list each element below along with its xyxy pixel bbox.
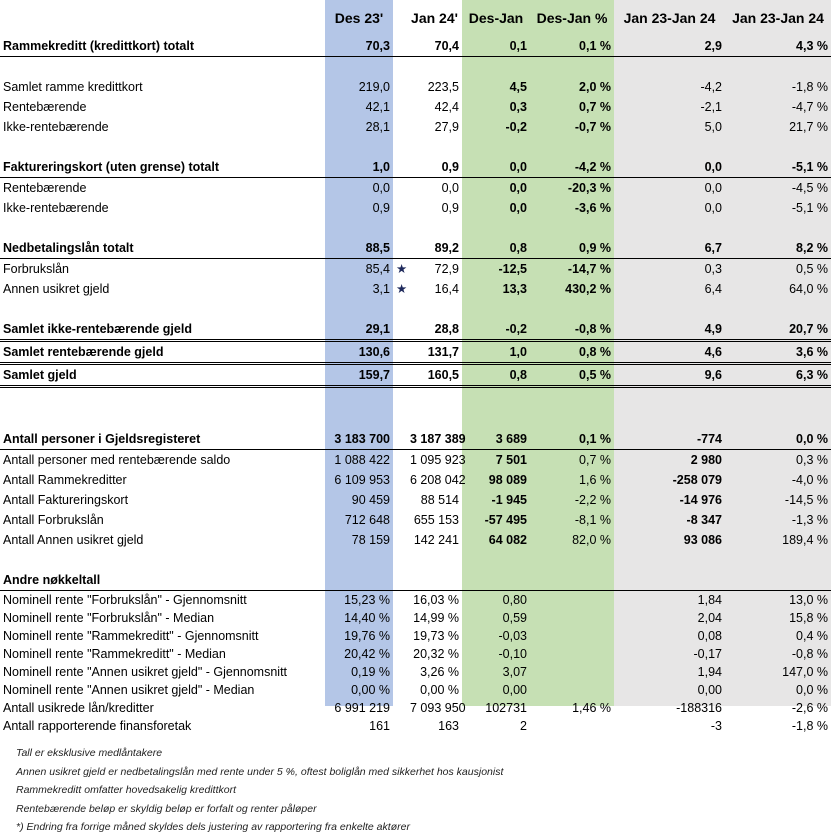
value-des-jan: 1,0 <box>462 341 530 364</box>
row-label: Samlet ramme kredittkort <box>3 79 143 94</box>
star-marker <box>393 490 407 510</box>
value-des23: 19,76 % <box>344 629 390 643</box>
value-jan24: 72,9 <box>434 261 459 276</box>
value-des-jan: 0,3 <box>509 99 527 114</box>
row-forbrukslan <box>0 259 831 280</box>
spacer-row <box>0 137 831 157</box>
row-label: Antall Forbrukslån <box>3 512 104 527</box>
value-des-jan-pct: -4,2 % <box>530 157 614 178</box>
value-jan23-jan24: -14 976 <box>679 492 722 507</box>
value-jan24: 28,8 <box>407 319 462 341</box>
row-rammekreditt-total <box>0 36 831 57</box>
row-label: Ikke-rentebærende <box>3 119 109 134</box>
star-marker <box>393 341 407 364</box>
value-jan23-jan24: -774 <box>614 429 725 450</box>
section-andre-nokkeltall <box>0 570 831 591</box>
value-des23: 161 <box>369 719 390 733</box>
value-jan24: 3 187 389 <box>407 429 462 450</box>
value-jan23-jan24-pct: 0,3 % <box>796 452 828 467</box>
value-jan23-jan24-pct: 8,2 % <box>725 238 831 259</box>
value-jan23-jan24: 0,0 <box>614 157 725 178</box>
row-label: Antall Annen usikret gjeld <box>3 532 144 547</box>
footnote: Annen usikret gjeld er nedbetalingslån med rente under 5 %, oftest boliglån med sikkerhet hos kausjonist <box>16 765 504 778</box>
value-jan23-jan24: 0,0 <box>704 200 722 215</box>
value-jan24: 0,9 <box>407 157 462 178</box>
row-rente-rammekreditt-snitt <box>0 627 831 645</box>
value-jan24: 6 208 042 <box>410 472 466 487</box>
value-jan23-jan24: 1,94 <box>697 665 722 679</box>
row-antall-usikrede-lan <box>0 699 831 717</box>
value-jan23-jan24-pct: -4,5 % <box>791 180 828 195</box>
value-jan23-jan24-pct: -0,8 % <box>791 647 828 661</box>
value-des23: 130,6 <box>325 341 393 364</box>
row-ikke-rentebaerende-ramme <box>0 117 831 137</box>
row-label: Antall personer med rentebærende saldo <box>3 452 231 467</box>
value-des23: 0,9 <box>372 200 390 215</box>
row-label: Rentebærende <box>3 180 87 195</box>
row-samlet-ramme <box>0 77 831 97</box>
star-marker: ★ <box>396 281 408 296</box>
value-des-jan-pct: 0,7 % <box>579 452 611 467</box>
value-jan24: 1 095 923 <box>410 452 466 467</box>
star-marker <box>393 157 407 178</box>
row-label: Annen usikret gjeld <box>3 281 110 296</box>
value-des-jan: 0,0 <box>509 200 527 215</box>
star-marker <box>393 627 407 645</box>
value-jan23-jan24: 0,08 <box>697 629 722 643</box>
value-jan23-jan24: 4,9 <box>614 319 725 341</box>
value-des-jan: 0,00 <box>502 683 527 697</box>
header-jan23-jan24-pct: Jan 23-Jan 24 <box>732 9 824 26</box>
value-des-jan: -1 945 <box>491 492 527 507</box>
row-rentebaerende-faktura <box>0 178 831 199</box>
row-samlet-ikke-rentebaerende <box>0 319 831 341</box>
value-des23: 3 183 700 <box>325 429 393 450</box>
spacer-row <box>0 57 831 78</box>
star-marker <box>393 364 407 387</box>
star-marker <box>393 645 407 663</box>
value-jan24: 42,4 <box>434 99 459 114</box>
value-jan23-jan24: -2,1 <box>700 99 722 114</box>
value-jan23-jan24-pct: -5,1 % <box>725 157 831 178</box>
value-jan24: 70,4 <box>407 36 462 57</box>
value-jan23-jan24-pct: 0,0 % <box>796 683 828 697</box>
row-rente-forbrukslan-snitt <box>0 591 831 610</box>
value-jan23-jan24: 1,84 <box>697 593 722 607</box>
value-des23: 1 088 422 <box>334 452 390 467</box>
row-label: Forbrukslån <box>3 261 69 276</box>
value-des23: 85,4 <box>365 261 390 276</box>
star-marker <box>393 699 407 717</box>
value-jan23-jan24: -188316 <box>676 701 722 715</box>
value-jan24: 16,03 % <box>413 593 459 607</box>
value-des-jan: -0,2 <box>505 119 527 134</box>
star-marker <box>393 591 407 610</box>
value-des23: 42,1 <box>365 99 390 114</box>
value-des-jan: 2 <box>520 719 527 733</box>
value-des-jan-pct: -2,2 % <box>574 492 611 507</box>
row-label: Nominell rente "Forbrukslån" - Gjennomsnitt <box>3 593 247 607</box>
header-jan24: Jan 24' <box>411 9 458 26</box>
value-des23: 70,3 <box>325 36 393 57</box>
value-des23: 20,42 % <box>344 647 390 661</box>
star-marker <box>393 117 407 137</box>
star-marker <box>393 198 407 218</box>
value-des23: 712 648 <box>344 512 390 527</box>
value-des-jan-pct: 0,7 % <box>579 99 611 114</box>
value-des23: 159,7 <box>325 364 393 387</box>
row-label: Nominell rente "Rammekreditt" - Gjennomsnitt <box>3 629 259 643</box>
value-des23: 28,1 <box>365 119 390 134</box>
header-des23: Des 23' <box>334 9 384 26</box>
value-des-jan-pct <box>530 663 614 681</box>
value-jan23-jan24: 0,0 <box>704 180 722 195</box>
value-jan23-jan24: 6,7 <box>614 238 725 259</box>
row-label: Nominell rente "Annen usikret gjeld" - Gjennomsnitt <box>3 665 288 679</box>
value-jan23-jan24-pct: 147,0 % <box>782 665 828 679</box>
value-des-jan: 102731 <box>485 701 527 715</box>
header-des-jan: Des-Jan <box>468 9 524 26</box>
value-des-jan: -57 495 <box>484 512 527 527</box>
value-des23: 15,23 % <box>344 593 390 607</box>
value-des-jan-pct: 1,46 % <box>572 701 611 715</box>
value-des23: 3,1 <box>372 281 390 296</box>
value-jan23-jan24-pct: 20,7 % <box>725 319 831 341</box>
value-jan24: 160,5 <box>407 364 462 387</box>
row-rente-rammekreditt-median <box>0 645 831 663</box>
row-label: Nominell rente "Forbrukslån" - Median <box>3 611 215 625</box>
spacer-row <box>0 550 831 570</box>
value-des-jan: 0,0 <box>509 180 527 195</box>
value-des-jan: -0,2 <box>462 319 530 341</box>
row-label: Rentebærende <box>3 99 87 114</box>
spacer-row <box>0 387 831 430</box>
star-marker <box>393 470 407 490</box>
value-jan23-jan24-pct: -4,0 % <box>791 472 828 487</box>
row-antall-forbrukslan <box>0 510 831 530</box>
row-label: Antall Rammekreditter <box>3 472 127 487</box>
row-antall-rammekreditter <box>0 470 831 490</box>
value-jan24: 0,00 % <box>420 683 459 697</box>
value-des23: 219,0 <box>358 79 390 94</box>
value-jan23-jan24-pct: -1,8 % <box>791 719 828 733</box>
value-jan23-jan24: 0,3 <box>704 261 722 276</box>
value-des23: 0,19 % <box>351 665 390 679</box>
value-jan23-jan24: -0,17 <box>693 647 722 661</box>
row-ikke-rentebaerende-faktura <box>0 198 831 218</box>
row-label: Samlet gjeld <box>0 364 325 387</box>
value-des-jan-pct: 0,5 % <box>530 364 614 387</box>
value-des-jan: 3 689 <box>462 429 530 450</box>
star-marker <box>393 717 407 735</box>
star-marker <box>393 510 407 530</box>
row-antall-annen-usikret <box>0 530 831 550</box>
footnote: Rammekreditt omfatter hovedsakelig kredittkort <box>16 784 237 797</box>
star-marker <box>393 238 407 259</box>
value-jan23-jan24-pct: 0,5 % <box>796 261 828 276</box>
row-samlet-gjeld <box>0 364 831 387</box>
value-des-jan-pct: 2,0 % <box>579 79 611 94</box>
value-des23: 0,0 <box>372 180 390 195</box>
row-label: Rammekreditt (kredittkort) totalt <box>0 36 325 57</box>
value-jan24: 88 514 <box>420 492 459 507</box>
value-des-jan: 0,80 <box>502 593 527 607</box>
value-des-jan-pct <box>530 717 614 735</box>
value-jan24: 16,4 <box>434 281 459 296</box>
row-label: Antall usikrede lån/kreditter <box>3 701 154 715</box>
header-star-col <box>393 0 407 36</box>
value-jan23-jan24: 9,6 <box>614 364 725 387</box>
row-annen-usikret-gjeld <box>0 279 831 299</box>
star-marker <box>393 663 407 681</box>
value-jan24: 0,0 <box>441 180 459 195</box>
row-samlet-rentebaerende <box>0 341 831 364</box>
value-des-jan: 0,8 <box>462 364 530 387</box>
value-des23: 14,40 % <box>344 611 390 625</box>
value-jan24: 3,26 % <box>420 665 459 679</box>
value-des-jan-pct: 0,1 % <box>530 36 614 57</box>
value-des-jan: -0,03 <box>498 629 527 643</box>
row-rente-annen-snitt <box>0 663 831 681</box>
row-antall-personer <box>0 429 831 450</box>
star-marker <box>393 77 407 97</box>
star-marker: ★ <box>396 261 408 276</box>
row-rente-annen-median <box>0 681 831 699</box>
value-des-jan-pct: -0,8 % <box>530 319 614 341</box>
row-faktureringskort-total <box>0 157 831 178</box>
row-label: Nominell rente "Rammekreditt" - Median <box>3 647 226 661</box>
star-marker <box>393 36 407 57</box>
star-marker <box>393 319 407 341</box>
value-jan23-jan24-pct: 4,3 % <box>725 36 831 57</box>
value-jan23-jan24: 6,4 <box>704 281 722 296</box>
star-marker <box>393 429 407 450</box>
value-des-jan-pct <box>530 645 614 663</box>
star-marker <box>393 450 407 471</box>
row-antall-personer-rentebaerende <box>0 450 831 471</box>
row-rentebaerende-ramme <box>0 97 831 117</box>
value-jan23-jan24-pct: 15,8 % <box>789 611 828 625</box>
value-des-jan: 4,5 <box>509 79 527 94</box>
value-jan23-jan24-pct: 0,4 % <box>796 629 828 643</box>
value-des23: 0,00 % <box>351 683 390 697</box>
value-des-jan-pct: 1,6 % <box>579 472 611 487</box>
value-des-jan: 13,3 <box>502 281 527 296</box>
value-jan23-jan24-pct: -4,7 % <box>791 99 828 114</box>
value-jan23-jan24: 2 980 <box>690 452 722 467</box>
value-des-jan-pct: 0,9 % <box>530 238 614 259</box>
value-des-jan: 0,59 <box>502 611 527 625</box>
header-label-cell <box>0 0 325 36</box>
value-des-jan: -12,5 <box>498 261 527 276</box>
value-jan24: 163 <box>438 719 459 733</box>
value-des-jan-pct: 82,0 % <box>572 532 611 547</box>
value-jan24: 655 153 <box>413 512 459 527</box>
row-label: Antall Faktureringskort <box>3 492 129 507</box>
value-des-jan-pct: -14,7 % <box>567 261 611 276</box>
value-des-jan: 98 089 <box>488 472 527 487</box>
star-marker <box>393 97 407 117</box>
value-des23: 88,5 <box>325 238 393 259</box>
star-marker <box>393 178 407 199</box>
value-jan23-jan24-pct: -1,3 % <box>791 512 828 527</box>
row-rente-forbrukslan-median <box>0 609 831 627</box>
value-des23: 6 109 953 <box>334 472 390 487</box>
value-des-jan: 7 501 <box>495 452 527 467</box>
value-jan23-jan24: 4,6 <box>614 341 725 364</box>
value-des-jan-pct <box>530 627 614 645</box>
value-des23: 29,1 <box>325 319 393 341</box>
value-des-jan-pct: 0,8 % <box>530 341 614 364</box>
value-des-jan: 0,0 <box>462 157 530 178</box>
header-jan23-jan24: Jan 23-Jan 24 <box>623 9 716 26</box>
value-des23: 1,0 <box>325 157 393 178</box>
row-label: Samlet ikke-rentebærende gjeld <box>0 319 325 341</box>
value-jan23-jan24-pct: -14,5 % <box>784 492 828 507</box>
value-des-jan: 3,07 <box>502 665 527 679</box>
value-jan23-jan24: -8 347 <box>686 512 722 527</box>
value-des-jan-pct: -3,6 % <box>574 200 611 215</box>
value-jan23-jan24: -3 <box>710 719 722 733</box>
value-des23: 6 991 219 <box>334 701 390 715</box>
value-des-jan-pct: -20,3 % <box>567 180 611 195</box>
row-label: Faktureringskort (uten grense) totalt <box>0 157 325 178</box>
value-jan23-jan24: 5,0 <box>704 119 722 134</box>
value-jan23-jan24-pct: 21,7 % <box>789 119 828 134</box>
footnote: *) Endring fra forrige måned skyldes dels justering av rapportering fra enkelte aktører <box>16 821 410 834</box>
row-nedbetalingslan-total <box>0 238 831 259</box>
value-jan24: 223,5 <box>427 79 459 94</box>
value-jan24: 142 241 <box>413 532 459 547</box>
value-jan23-jan24: 2,9 <box>614 36 725 57</box>
value-jan23-jan24-pct: 64,0 % <box>789 281 828 296</box>
value-jan24: 27,9 <box>434 119 459 134</box>
value-jan23-jan24: 93 086 <box>683 532 722 547</box>
value-jan24: 131,7 <box>407 341 462 364</box>
star-marker <box>393 530 407 550</box>
value-jan24: 0,9 <box>441 200 459 215</box>
value-jan23-jan24-pct: 189,4 % <box>782 532 828 547</box>
value-jan23-jan24-pct: 6,3 % <box>725 364 831 387</box>
value-des-jan: 64 082 <box>488 532 527 547</box>
spacer-row <box>0 218 831 238</box>
value-jan23-jan24-pct: 3,6 % <box>725 341 831 364</box>
row-antall-finansforetak <box>0 717 831 735</box>
star-marker <box>393 681 407 699</box>
value-jan23-jan24: 2,04 <box>697 611 722 625</box>
header-row <box>0 0 831 36</box>
value-jan24: 14,99 % <box>413 611 459 625</box>
star-marker <box>393 609 407 627</box>
row-label: Antall personer i Gjeldsregisteret <box>0 429 325 450</box>
value-jan23-jan24-pct: 13,0 % <box>789 593 828 607</box>
row-label: Samlet rentebærende gjeld <box>0 341 325 364</box>
value-jan23-jan24: 0,00 <box>697 683 722 697</box>
value-des-jan-pct: -8,1 % <box>574 512 611 527</box>
value-jan23-jan24-pct: -1,8 % <box>791 79 828 94</box>
value-des-jan-pct: -0,7 % <box>574 119 611 134</box>
value-des-jan-pct: 0,1 % <box>530 429 614 450</box>
value-jan24: 89,2 <box>407 238 462 259</box>
value-jan24: 7 093 950 <box>410 701 466 715</box>
value-jan24: 19,73 % <box>413 629 459 643</box>
value-jan23-jan24-pct: -2,6 % <box>791 701 828 715</box>
row-antall-faktureringskort <box>0 490 831 510</box>
value-des-jan-pct <box>530 681 614 699</box>
value-des23: 90 459 <box>351 492 390 507</box>
value-jan23-jan24-pct: -5,1 % <box>791 200 828 215</box>
value-des23: 78 159 <box>351 532 390 547</box>
value-des-jan-pct <box>530 609 614 627</box>
row-label: Antall rapporterende finansforetak <box>3 719 192 733</box>
footnotes <box>16 744 503 837</box>
value-jan23-jan24: -258 079 <box>672 472 722 487</box>
value-des-jan: -0,10 <box>498 647 527 661</box>
row-label: Nominell rente "Annen usikret gjeld" - Median <box>3 683 255 697</box>
value-jan23-jan24-pct: 0,0 % <box>725 429 831 450</box>
value-des-jan: 0,8 <box>462 238 530 259</box>
value-des-jan: 0,1 <box>462 36 530 57</box>
row-label: Ikke-rentebærende <box>3 200 109 215</box>
section-title: Andre nøkkeltall <box>0 570 325 591</box>
footnote: Rentebærende beløp er skyldig beløp er forfalt og renter påløper <box>16 802 317 815</box>
spacer-row <box>0 299 831 319</box>
row-label: Nedbetalingslån totalt <box>0 238 325 259</box>
footnote: Tall er eksklusive medlåntakere <box>16 747 163 759</box>
value-jan24: 20,32 % <box>413 647 459 661</box>
value-des-jan-pct <box>530 591 614 610</box>
value-jan23-jan24: -4,2 <box>700 79 722 94</box>
value-des-jan-pct: 430,2 % <box>565 281 611 296</box>
header-des-jan-pct: Des-Jan % <box>536 9 608 26</box>
